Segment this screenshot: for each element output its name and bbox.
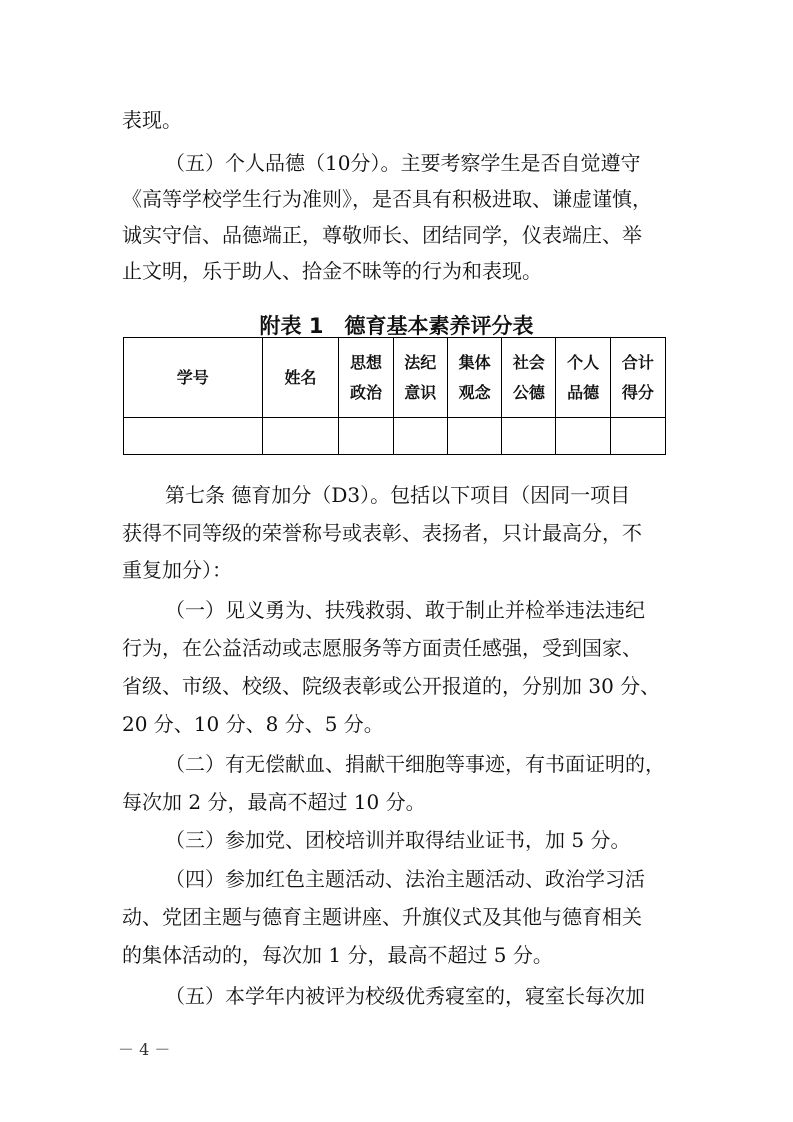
paragraph-line: 表现。: [122, 108, 182, 132]
table-cell: [447, 418, 501, 455]
body-line: （五）本学年内被评为校级优秀寝室的，寝室长每次加: [165, 984, 645, 1008]
body-line: 20 分、10 分、8 分、5 分。: [122, 712, 384, 736]
table-cell: [124, 418, 263, 455]
header-name: [262, 338, 339, 418]
header-text: 得分: [621, 382, 654, 402]
body-line: 省级、市级、校级、院级表彰或公开报道的，分别加 30 分、: [122, 674, 661, 698]
table-cell: [502, 418, 556, 455]
body-line: （三）参加党、团校培训并取得结业证书，加 5 分。: [165, 828, 631, 852]
header-student-id: [124, 338, 263, 418]
table-header-row: [124, 338, 666, 418]
header-text: 观念: [458, 382, 491, 402]
header-text: 意识: [404, 382, 437, 402]
body-line: （一）见义勇为、扶残救弱、敢于制止并检举违法违纪: [165, 598, 645, 622]
body-line: 重复加分）：: [122, 558, 232, 582]
paragraph-line: 止文明，乐于助人、拾金不昧等的行为和表现。: [122, 259, 542, 283]
header-text: 品德: [567, 382, 600, 402]
paragraph-line: 《高等学校学生行为准则》，是否具有积极进取、谦虚谨慎，: [122, 187, 652, 211]
table-cell: [556, 418, 610, 455]
table-caption: 附表 1 德育基本素养评分表: [259, 314, 534, 338]
header-social-ethics: [502, 338, 556, 418]
header-legal-awareness: [393, 338, 447, 418]
body-line: 第七条 德育加分（D3）。包括以下项目（因同一项目: [165, 483, 631, 507]
header-text: 法纪: [404, 352, 437, 372]
page-number: － 4 －: [118, 1040, 171, 1059]
table-cell: [393, 418, 447, 455]
header-text: 姓名: [284, 367, 317, 387]
body-line: 行为，在公益活动或志愿服务等方面责任感强，受到国家、: [122, 636, 642, 660]
header-personal-morality: [556, 338, 610, 418]
paragraph-line: 诚实守信、品德端正，尊敬师长、团结同学，仪表端庄、举: [122, 223, 642, 247]
body-line: 每次加 2 分，最高不超过 10 分。: [122, 790, 426, 814]
score-table: [123, 337, 666, 455]
header-text: 社会: [512, 352, 545, 372]
header-text: 学号: [176, 367, 209, 387]
header-political-thought: [339, 338, 393, 418]
table-row: [124, 418, 666, 455]
body-line: （二）有无偿献血、捐献干细胞等事迹，有书面证明的，: [165, 752, 665, 776]
header-total-score: [610, 338, 665, 418]
header-text: 集体: [458, 352, 491, 372]
paragraph-line: （五）个人品德（10分）。主要考察学生是否自觉遵守: [165, 151, 641, 175]
header-collective-concept: [447, 338, 501, 418]
table-cell: [339, 418, 393, 455]
header-text: 个人: [567, 352, 600, 372]
header-text: 合计: [621, 352, 654, 372]
body-line: 动、党团主题与德育主题讲座、升旗仪式及其他与德育相关: [122, 905, 642, 929]
table-cell: [262, 418, 339, 455]
header-text: 政治: [350, 382, 383, 402]
table-cell: [610, 418, 665, 455]
header-text: 公德: [512, 382, 545, 402]
body-line: 的集体活动的，每次加 1 分，最高不超过 5 分。: [122, 943, 553, 967]
header-text: 思想: [350, 352, 383, 372]
body-line: 获得不同等级的荣誉称号或表彰、表扬者，只计最高分，不: [122, 521, 642, 545]
body-line: （四）参加红色主题活动、法治主题活动、政治学习活: [165, 867, 645, 891]
